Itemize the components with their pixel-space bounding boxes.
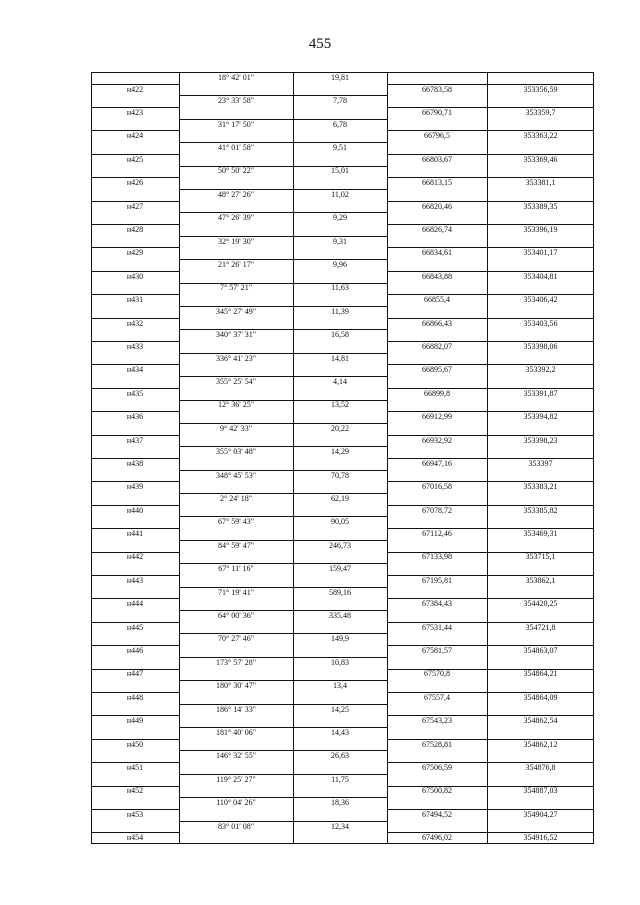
row-rule bbox=[179, 142, 387, 143]
point-label: н425 bbox=[126, 154, 144, 164]
row-rule bbox=[179, 727, 387, 728]
row-rule bbox=[179, 493, 387, 494]
row-rule bbox=[179, 633, 387, 634]
bearing-angle: 119° 25' 27" bbox=[216, 774, 256, 784]
row-rule bbox=[387, 224, 594, 225]
y-coordinate: 354887,03 bbox=[523, 786, 558, 796]
y-coordinate: 353396,19 bbox=[523, 224, 558, 234]
bearing-angle: 186° 14' 33" bbox=[216, 704, 256, 714]
point-label: н438 bbox=[126, 458, 144, 468]
bearing-angle: 41° 01' 58" bbox=[218, 143, 254, 152]
y-coordinate: 353397 bbox=[528, 458, 553, 468]
bearing-angle: 348° 45' 53" bbox=[216, 470, 256, 480]
x-coordinate: 66882,07 bbox=[422, 341, 452, 351]
bearing-angle: 64° 00' 36" bbox=[218, 610, 254, 620]
x-coordinate: 66783,58 bbox=[422, 84, 452, 94]
point-label: н435 bbox=[126, 388, 144, 398]
y-coordinate: 353394,82 bbox=[523, 412, 558, 422]
row-rule bbox=[179, 563, 387, 564]
x-coordinate: 66912,99 bbox=[422, 412, 452, 422]
y-coordinate: 353363,22 bbox=[523, 131, 558, 141]
x-coordinate: 66947,16 bbox=[422, 458, 452, 468]
x-coordinate: 67528,81 bbox=[422, 739, 452, 749]
x-coordinate: 66834,61 bbox=[422, 248, 452, 258]
point-label: н452 bbox=[126, 786, 144, 796]
row-rule bbox=[179, 446, 387, 447]
point-label: н445 bbox=[126, 622, 144, 632]
y-coordinate: 353715,1 bbox=[525, 552, 556, 562]
bearing-angle: 71° 19' 41" bbox=[218, 587, 254, 597]
row-rule bbox=[387, 762, 594, 763]
bearing-angle: 32° 19' 30" bbox=[218, 236, 254, 246]
x-coordinate: 67581,57 bbox=[422, 646, 452, 655]
point-label: н454 bbox=[126, 833, 144, 843]
y-coordinate: 354876,8 bbox=[525, 763, 556, 772]
x-coordinate: 66895,67 bbox=[422, 365, 452, 375]
row-rule bbox=[179, 212, 387, 213]
point-label: н423 bbox=[126, 107, 144, 117]
bearing-angle: 23° 33' 58" bbox=[218, 96, 254, 106]
x-coordinate: 66803,67 bbox=[422, 154, 452, 164]
point-label: н422 bbox=[126, 84, 144, 94]
x-coordinate: 67016,58 bbox=[422, 482, 452, 492]
bearing-angle: 83° 01' 08" bbox=[218, 821, 254, 831]
row-rule bbox=[179, 95, 387, 96]
y-coordinate: 353401,17 bbox=[523, 248, 558, 258]
point-label: н450 bbox=[126, 739, 144, 749]
segment-length: 62,19 bbox=[331, 493, 349, 503]
x-coordinate: 67557,4 bbox=[424, 692, 450, 702]
row-rule bbox=[387, 341, 594, 342]
x-coordinate: 67195,81 bbox=[422, 575, 452, 585]
segment-length: 9,96 bbox=[333, 260, 347, 269]
segment-length: 14,81 bbox=[331, 353, 349, 363]
bearing-angle: 9° 42' 33" bbox=[220, 423, 252, 433]
bearing-angle: 47° 26' 39" bbox=[218, 213, 254, 223]
x-coordinate: 66855,4 bbox=[424, 295, 450, 305]
x-coordinate: 66899,8 bbox=[424, 388, 450, 398]
segment-length: 159,47 bbox=[329, 564, 351, 574]
x-coordinate: 67133,98 bbox=[422, 552, 452, 562]
segment-length: 16,58 bbox=[331, 330, 349, 340]
point-label: н436 bbox=[126, 412, 144, 422]
point-label: н426 bbox=[126, 178, 144, 188]
segment-length: 13,4 bbox=[333, 681, 347, 691]
segment-length: 11,75 bbox=[331, 774, 349, 784]
segment-length: 9,29 bbox=[333, 213, 347, 223]
point-label: н447 bbox=[126, 669, 144, 679]
y-coordinate: 354916,52 bbox=[523, 833, 558, 843]
row-rule bbox=[179, 750, 387, 751]
x-coordinate: 66796,5 bbox=[424, 131, 450, 141]
y-coordinate: 354864,09 bbox=[523, 692, 558, 702]
y-coordinate: 353392,2 bbox=[525, 365, 556, 375]
x-coordinate: 67543,23 bbox=[422, 716, 452, 726]
y-coordinate: 354420,25 bbox=[523, 599, 558, 609]
y-coordinate: 353369,46 bbox=[523, 154, 558, 164]
bearing-angle: 50° 50' 22" bbox=[218, 166, 254, 176]
segment-length: 11,39 bbox=[331, 306, 349, 316]
row-rule bbox=[387, 715, 594, 716]
point-label: н444 bbox=[126, 599, 144, 609]
segment-length: 20,22 bbox=[331, 423, 349, 433]
row-rule bbox=[179, 680, 387, 681]
y-coordinate: 353469,31 bbox=[523, 529, 558, 538]
point-label: н449 bbox=[126, 716, 144, 726]
point-label: н432 bbox=[126, 318, 144, 328]
segment-length: 4,14 bbox=[333, 377, 347, 386]
x-coordinate: 66932,92 bbox=[422, 435, 452, 445]
point-label: н433 bbox=[126, 341, 144, 351]
y-coordinate: 353385,82 bbox=[523, 505, 558, 515]
segment-length: 246,73 bbox=[329, 540, 351, 550]
bearing-angle: 345° 27' 49" bbox=[216, 306, 256, 316]
x-coordinate: 67384,43 bbox=[422, 599, 452, 609]
row-rule bbox=[387, 411, 594, 412]
bearing-angle: 67° 59' 43" bbox=[218, 517, 254, 527]
segment-length: 589,16 bbox=[329, 587, 351, 597]
x-coordinate: 66820,46 bbox=[422, 201, 452, 211]
segment-length: 14,25 bbox=[331, 704, 349, 714]
segment-length: 90,05 bbox=[331, 517, 349, 527]
x-coordinate: 67531,44 bbox=[422, 622, 452, 632]
x-coordinate: 67570,8 bbox=[424, 669, 450, 679]
y-coordinate: 353383,21 bbox=[523, 482, 558, 492]
point-label: н430 bbox=[126, 271, 144, 281]
row-rule bbox=[387, 107, 594, 108]
y-coordinate: 353403,56 bbox=[523, 318, 558, 328]
y-coordinate: 354904,27 bbox=[523, 809, 558, 819]
y-coordinate: 353862,1 bbox=[525, 575, 556, 585]
segment-length: 9,51 bbox=[333, 143, 347, 152]
y-coordinate: 353356,59 bbox=[523, 84, 558, 94]
point-label: н429 bbox=[126, 248, 144, 258]
bearing-angle: 70° 27' 46" bbox=[218, 634, 254, 644]
row-rule bbox=[179, 259, 387, 260]
point-label: н440 bbox=[126, 505, 144, 515]
bearing-angle: 336° 41' 23" bbox=[216, 353, 256, 363]
row-rule bbox=[387, 294, 594, 295]
bearing-angle: 110° 04' 26" bbox=[216, 798, 256, 808]
row-rule bbox=[179, 516, 387, 517]
page-number: 455 bbox=[308, 36, 332, 52]
point-label: н439 bbox=[126, 482, 144, 492]
bearing-angle: 340° 37' 31" bbox=[216, 330, 256, 340]
segment-length: 11,63 bbox=[331, 283, 349, 293]
bearing-angle: 355° 25' 54" bbox=[216, 377, 256, 386]
point-label: н427 bbox=[126, 201, 144, 211]
y-coordinate: 353406,42 bbox=[523, 295, 558, 305]
bearing-angle: 180° 30' 47" bbox=[216, 681, 256, 691]
bearing-angle: 48° 27' 26" bbox=[218, 189, 254, 199]
bearing-angle: 2° 24' 18" bbox=[220, 493, 252, 503]
y-coordinate: 353398,23 bbox=[523, 435, 558, 445]
y-coordinate: 353389,35 bbox=[523, 201, 558, 211]
point-label: н441 bbox=[126, 529, 144, 538]
point-label: н428 bbox=[126, 224, 144, 234]
x-coordinate: 67078,72 bbox=[422, 505, 452, 515]
x-coordinate: 66866,43 bbox=[422, 318, 452, 328]
y-coordinate: 353404,81 bbox=[523, 271, 558, 281]
point-label: н431 bbox=[126, 295, 144, 305]
y-coordinate: 353359,7 bbox=[525, 107, 556, 117]
segment-length: 18,36 bbox=[331, 798, 349, 808]
segment-length: 149,9 bbox=[331, 634, 349, 644]
segment-length: 26,63 bbox=[331, 751, 349, 761]
y-coordinate: 354862,12 bbox=[523, 739, 558, 749]
bearing-angle: 21° 26' 17" bbox=[218, 260, 254, 269]
point-label: н443 bbox=[126, 575, 144, 585]
segment-length: 10,83 bbox=[331, 657, 349, 667]
bearing-angle: 31° 17' 50" bbox=[218, 119, 254, 129]
segment-length: 7,78 bbox=[333, 96, 347, 106]
point-label: н446 bbox=[126, 646, 144, 655]
row-rule bbox=[179, 329, 387, 330]
x-coordinate: 66843,88 bbox=[422, 271, 452, 281]
row-rule bbox=[179, 376, 387, 377]
row-rule bbox=[387, 832, 594, 833]
x-coordinate: 66790,71 bbox=[422, 107, 452, 117]
row-rule bbox=[387, 528, 594, 529]
segment-length: 12,34 bbox=[331, 821, 349, 831]
row-rule bbox=[387, 481, 594, 482]
segment-length: 19,81 bbox=[331, 72, 349, 82]
x-coordinate: 67496,02 bbox=[422, 833, 452, 843]
bearing-angle: 181° 40' 06" bbox=[216, 727, 256, 737]
segment-length: 335,48 bbox=[329, 610, 351, 620]
row-rule bbox=[387, 177, 594, 178]
x-coordinate: 66826,74 bbox=[422, 224, 452, 234]
row-rule bbox=[387, 645, 594, 646]
x-coordinate: 67506,59 bbox=[422, 763, 452, 772]
y-coordinate: 353391,87 bbox=[523, 388, 558, 398]
x-coordinate: 67500,82 bbox=[422, 786, 452, 796]
y-coordinate: 354863,07 bbox=[523, 646, 558, 655]
point-label: н451 bbox=[126, 763, 144, 772]
point-label: н442 bbox=[126, 552, 144, 562]
y-coordinate: 354721,8 bbox=[525, 622, 556, 632]
segment-length: 70,78 bbox=[331, 470, 349, 480]
y-coordinate: 354862,54 bbox=[523, 716, 558, 726]
coordinates-table bbox=[91, 72, 594, 844]
row-rule bbox=[387, 364, 594, 365]
segment-length: 11,02 bbox=[331, 189, 349, 199]
y-coordinate: 353398,06 bbox=[523, 341, 558, 351]
bearing-angle: 12° 36' 25" bbox=[218, 400, 254, 410]
segment-length: 6,78 bbox=[333, 119, 347, 129]
bearing-angle: 355° 03' 48" bbox=[216, 447, 256, 457]
row-rule bbox=[179, 610, 387, 611]
x-coordinate: 67494,52 bbox=[422, 809, 452, 819]
y-coordinate: 354864,21 bbox=[523, 669, 558, 679]
y-coordinate: 353381,1 bbox=[525, 178, 556, 188]
point-label: н453 bbox=[126, 809, 144, 819]
row-rule bbox=[387, 130, 594, 131]
point-label: н424 bbox=[126, 131, 144, 141]
segment-length: 15,01 bbox=[331, 166, 349, 176]
point-label: н448 bbox=[126, 692, 144, 702]
segment-length: 14,43 bbox=[331, 727, 349, 737]
bearing-angle: 67° 11' 16" bbox=[218, 564, 254, 574]
row-rule bbox=[387, 598, 594, 599]
point-label: н437 bbox=[126, 435, 144, 445]
segment-length: 13,52 bbox=[331, 400, 349, 410]
bearing-angle: 173° 57' 28" bbox=[216, 657, 256, 667]
bearing-angle: 146° 32' 55" bbox=[216, 751, 256, 761]
point-label: н434 bbox=[126, 365, 144, 375]
x-coordinate: 66813,15 bbox=[422, 178, 452, 188]
table-border bbox=[91, 843, 594, 844]
row-rule bbox=[387, 247, 594, 248]
bearing-angle: 18° 42' 01" bbox=[218, 72, 254, 82]
row-rule bbox=[179, 797, 387, 798]
x-coordinate: 67112,46 bbox=[422, 529, 452, 538]
bearing-angle: 7° 57' 21" bbox=[220, 283, 252, 293]
bearing-angle: 84° 59' 47" bbox=[218, 540, 254, 550]
segment-length: 9,31 bbox=[333, 236, 347, 246]
segment-length: 14,29 bbox=[331, 447, 349, 457]
